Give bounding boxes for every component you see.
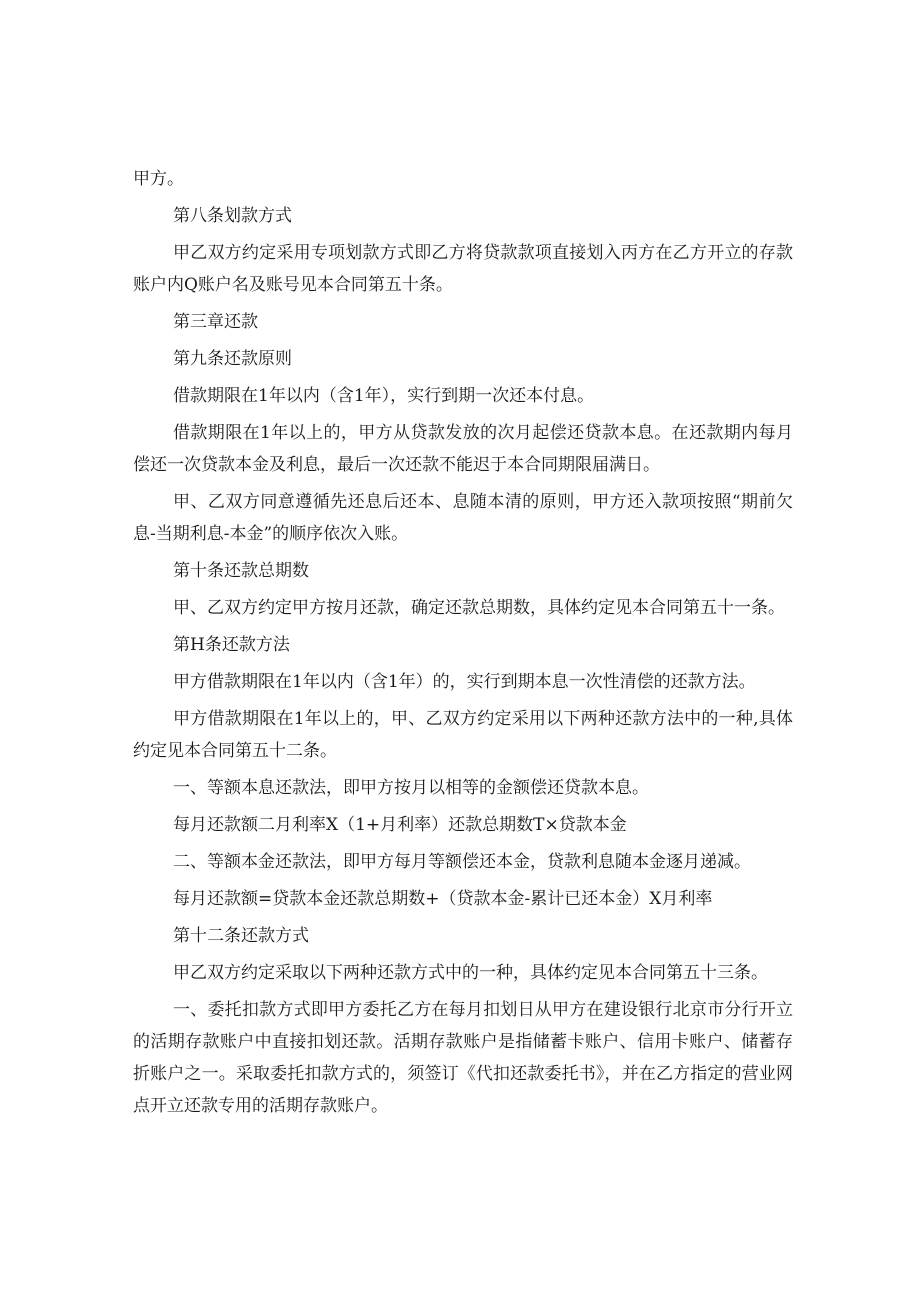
paragraph-continuation: 甲方。	[133, 169, 184, 189]
article-9-heading: 第九条还款原则	[173, 349, 292, 369]
equal-installment-method: 一、等额本息还款法，即甲方按月以相等的金额偿还贷款本息。	[173, 778, 649, 798]
article-9-paragraph-1: 借款期限在1年以内（含1年），实行到期一次还本付息。	[173, 386, 595, 406]
article-8-body: 甲乙双方约定采用专项划款方式即乙方将贷款款项直接划入丙方在乙方开立的存款账户内Q账户名及账号见本合同第五十条。	[133, 243, 793, 295]
article-9-paragraph-2: 借款期限在1年以上的，甲方从贷款发放的次月起偿还贷款本息。在还款期内每月偿还一次贷款本金及利息，最后一次还款不能迟于本合同期限届满日。	[133, 423, 793, 475]
article-10-heading: 第十条还款总期数	[173, 561, 309, 581]
article-11-paragraph-2: 甲方借款期限在1年以上的，甲、乙双方约定采用以下两种还款方法中的一种,具体约定见本合同第五十二条。	[133, 709, 793, 761]
article-10-body: 甲、乙双方约定甲方按月还款，确定还款总期数，具体约定见本合同第五十一条。	[173, 598, 785, 618]
article-12-paragraph-1: 甲乙双方约定采取以下两种还款方式中的一种，具体约定见本合同第五十三条。	[173, 963, 768, 983]
equal-principal-formula: 每月还款额=贷款本金还款总期数+（贷款本金-累计已还本金）X月利率	[173, 889, 713, 909]
article-11-heading: 第H条还款方法	[173, 635, 290, 655]
article-12-heading: 第十二条还款方式	[173, 926, 309, 946]
chapter-3-heading: 第三章还款	[173, 312, 258, 332]
article-8-heading: 第八条划款方式	[173, 206, 292, 226]
document-body	[133, 163, 793, 1127]
article-12-paragraph-2: 一、委托扣款方式即甲方委托乙方在每月扣划日从甲方在建设银行北京市分行开立的活期存款账户中直接扣划还款。活期存款账户是指储蓄卡账户、信用卡账户、储蓄存折账户之一。采取委托扣款方式的，须签订《代扣还款委托书》，并在乙方指定的营业网点开立还款专用的活期存款账户。	[133, 1000, 793, 1116]
article-9-paragraph-3: 甲、乙双方同意遵循先还息后还本、息随本清的原则，甲方还入款项按照“期前欠息-当期利息-本金”的顺序依次入账。	[133, 492, 793, 544]
equal-principal-method: 二、等额本金还款法，即甲方每月等额偿还本金，贷款利息随本金逐月递减。	[173, 852, 751, 872]
equal-installment-formula: 每月还款额二月利率X（1+月利率）还款总期数T×贷款本金	[173, 815, 627, 835]
article-11-paragraph-1: 甲方借款期限在1年以内（含1年）的，实行到期本息一次性清偿的还款方法。	[173, 672, 756, 692]
